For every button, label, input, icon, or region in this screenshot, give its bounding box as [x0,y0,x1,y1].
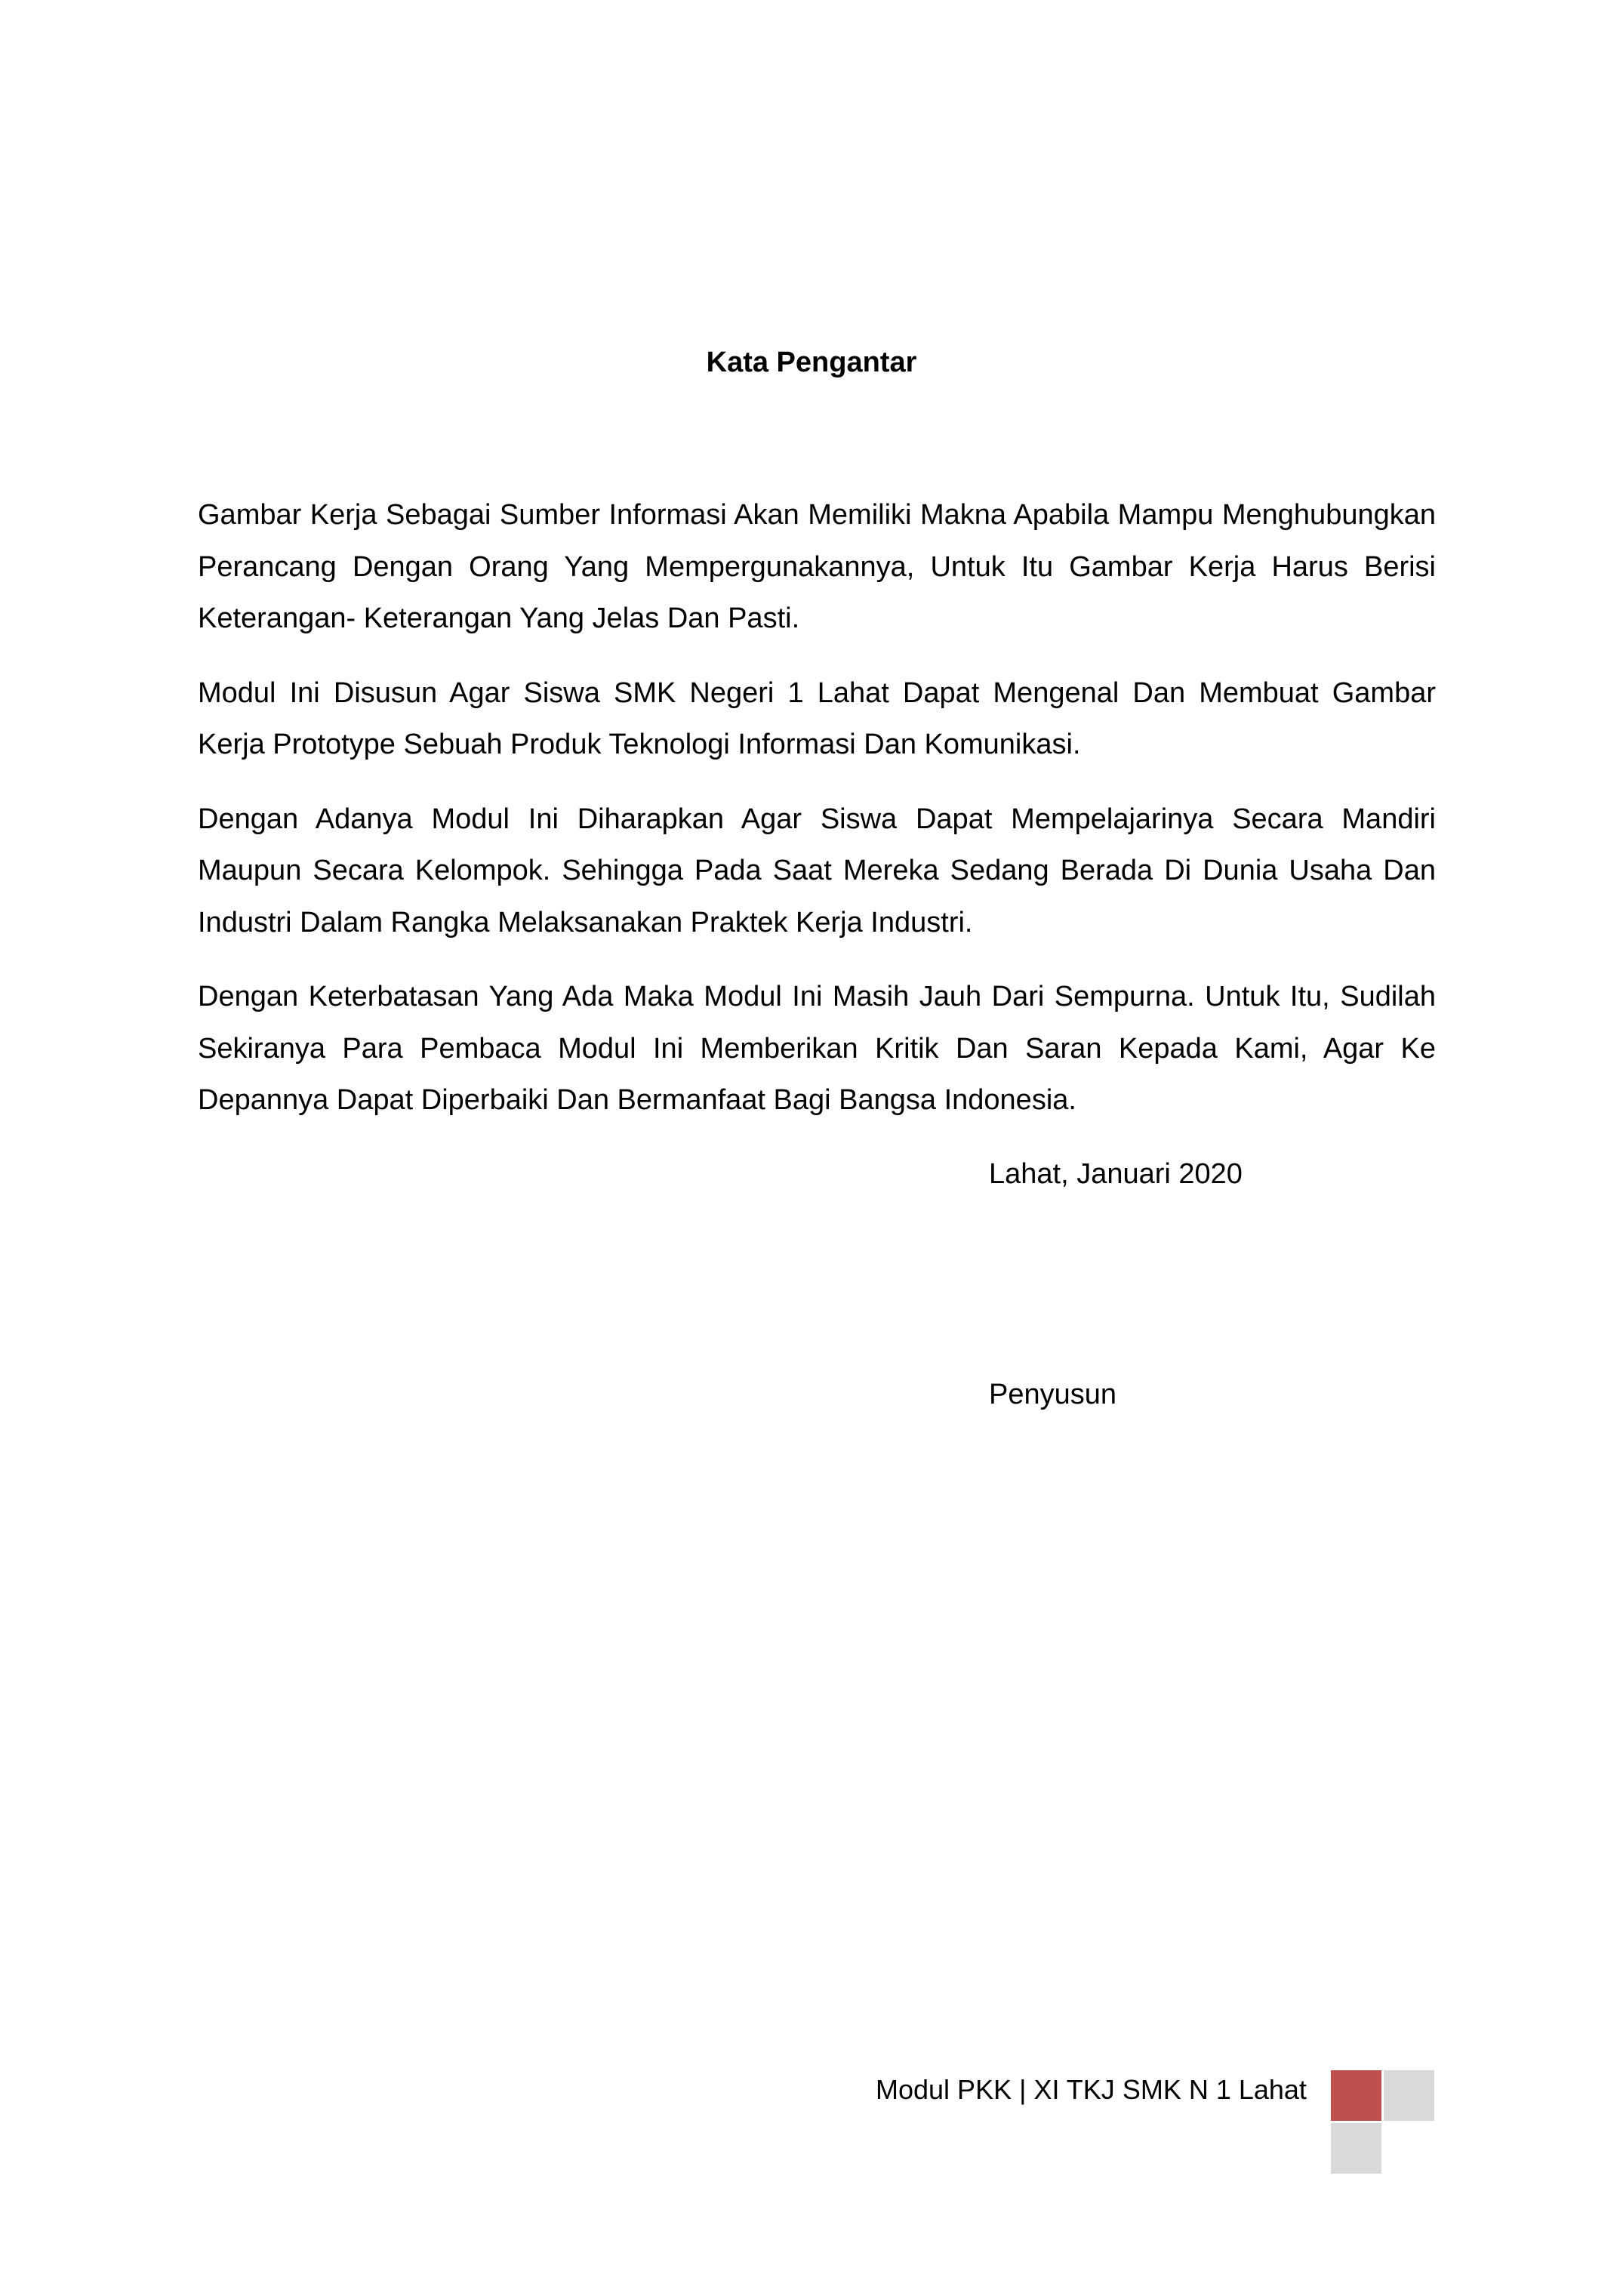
page-title: Kata Pengantar [706,347,917,378]
footer-gray-square-below [1331,2123,1381,2174]
paragraph-3: Dengan Adanya Modul Ini Diharapkan Agar Siswa Dapat Mempelajarinya Secara Mandiri Maupun Secara Kelompok. Sehingga Pada Saat Mereka Sedang Berada Di Dunia Usaha Dan Industri Dalam Rangka Melaksanakan Praktek Kerja Industri. [198,803,1436,938]
body-text [198,489,1436,1149]
paragraph-4: Dengan Keterbatasan Yang Ada Maka Modul Ini Masih Jauh Dari Sempurna. Untuk Itu, Sudilah Sekiranya Para Pembaca Modul Ini Memberikan Kritik Dan Saran Kepada Kami, Agar Ke Depannya Dapat Diperbaiki Dan Bermanfaat Bagi Bangsa Indonesia. [198,981,1436,1116]
footer-gray-square-right [1384,2070,1434,2121]
footer-text: Modul PKK | XI TKJ SMK N 1 Lahat [876,2074,1307,2105]
footer-red-square [1331,2070,1381,2121]
paragraph-1: Gambar Kerja Sebagai Sumber Informasi Akan Memiliki Makna Apabila Mampu Menghubungkan Perancang Dengan Orang Yang Mempergunakannya, Untuk Itu Gambar Kerja Harus Berisi Keterangan- Keterangan Yang Jelas Dan Pasti. [198,499,1436,634]
paragraph-2: Modul Ini Disusun Agar Siswa SMK Negeri 1 Lahat Dapat Mengenal Dan Membuat Gambar Kerja Prototype Sebuah Produk Teknologi Informasi Dan Komunikasi. [198,676,1436,760]
author-signature: Penyusun [989,1379,1117,1410]
place-date: Lahat, Januari 2020 [989,1158,1243,1190]
